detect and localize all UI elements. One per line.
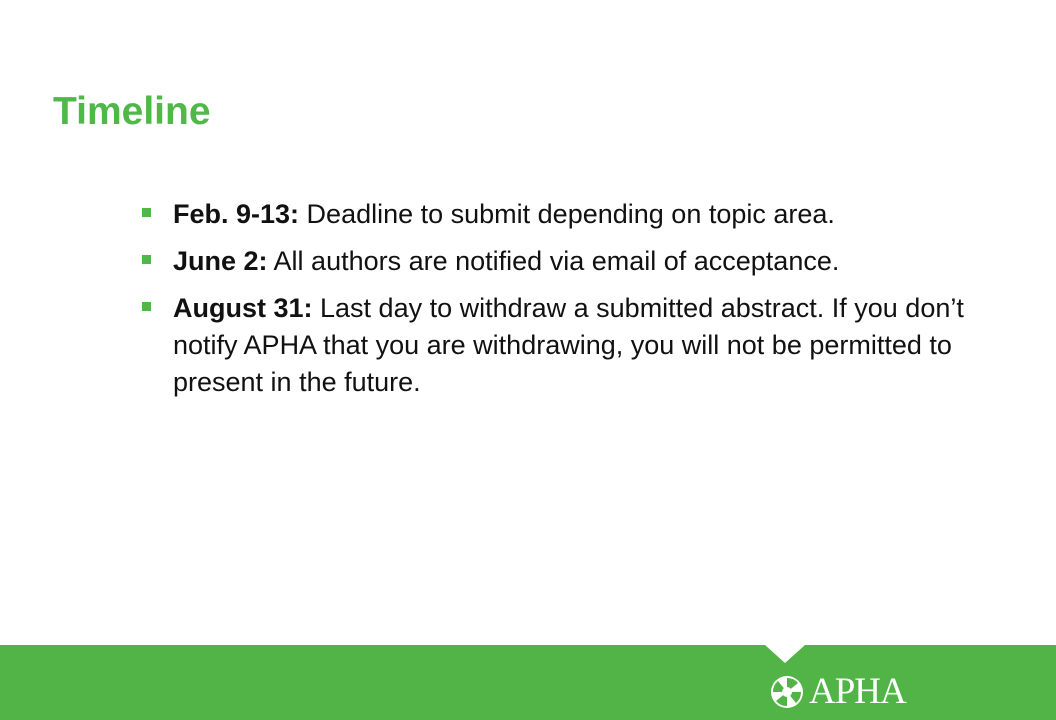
timeline-list bbox=[140, 196, 970, 411]
timeline-item-text: Deadline to submit depending on topic area. bbox=[299, 199, 835, 229]
apha-logo bbox=[770, 672, 906, 712]
apha-logo-icon bbox=[770, 675, 804, 709]
timeline-item-june bbox=[140, 243, 970, 280]
timeline-item-label: August 31: bbox=[173, 293, 313, 323]
timeline-item-text: All authors are notified via email of acceptance. bbox=[267, 246, 840, 276]
timeline-item-label: June 2: bbox=[173, 246, 268, 276]
timeline-item-text: Last day to withdraw a submitted abstract. If you don’t notify APHA that you are withdrawing, you will not be permitted to present in the future. bbox=[173, 293, 964, 397]
square-bullet-icon bbox=[142, 208, 151, 217]
apha-logo-text: APHA bbox=[809, 671, 906, 712]
slide-title: Timeline bbox=[53, 90, 211, 133]
timeline-item-feb bbox=[140, 196, 970, 233]
square-bullet-icon bbox=[142, 255, 151, 264]
footer-notch bbox=[765, 645, 805, 663]
square-bullet-icon bbox=[142, 302, 151, 311]
timeline-item-august bbox=[140, 290, 970, 401]
timeline-item-label: Feb. 9-13: bbox=[173, 199, 300, 229]
